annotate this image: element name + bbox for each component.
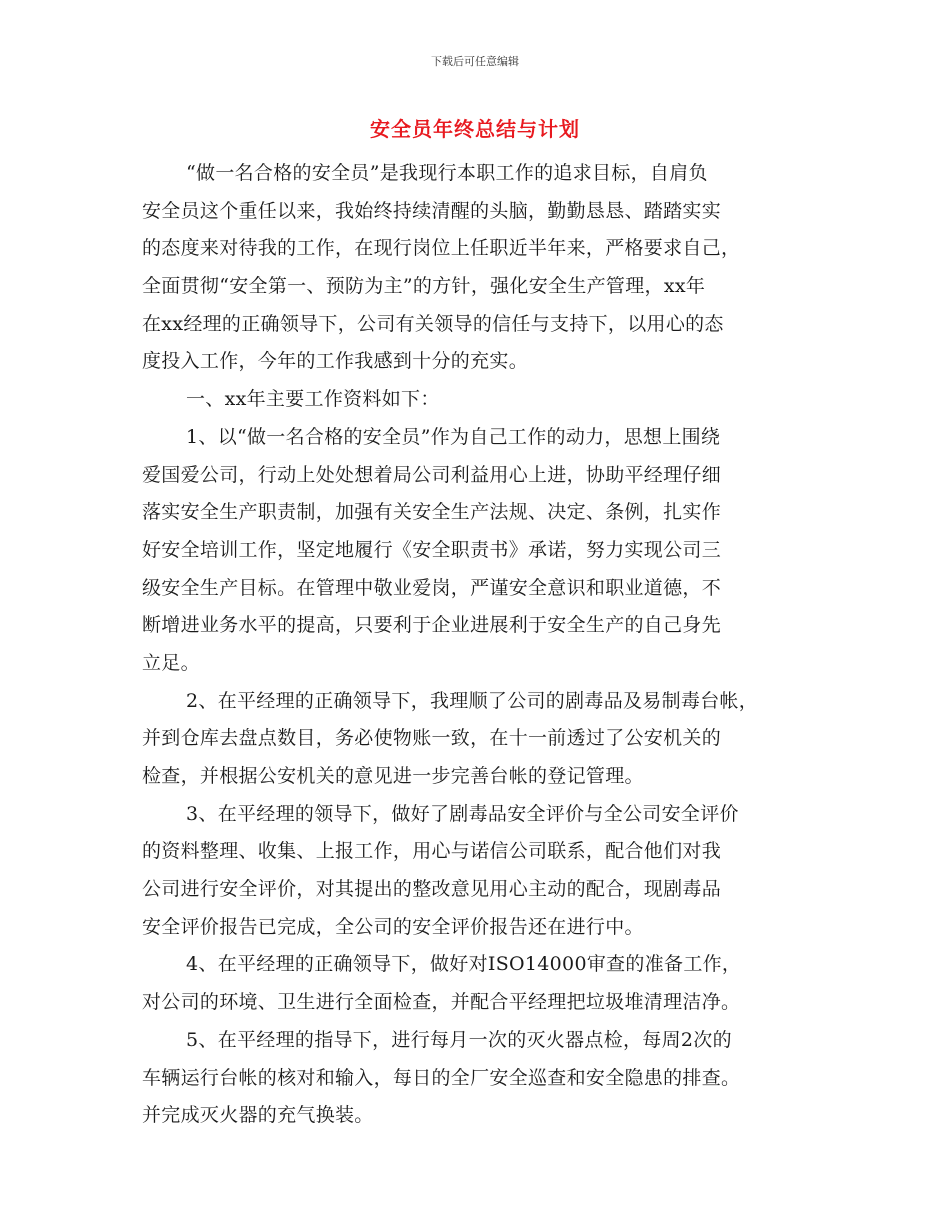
text-line: 并完成灭火器的充气换装。 [142,1104,374,1127]
text-line: 全面贯彻“安全第一、预防为主”的方针，强化安全生产管理，xx年 [142,275,706,298]
document-body [142,155,810,1135]
text-line: 检查，并根据公安机关的意见进一步完善台帐的登记管理。 [142,765,644,787]
text-line: 的态度来对待我的工作，在现行岗位上任职近半年来，严格要求自己， [142,237,741,260]
text-line: 公司进行安全评价，对其提出的整改意见用心主动的配合，现剧毒品 [142,878,722,901]
document-title: 安全员年终总结与计划 [370,117,580,141]
text-line: 好安全培训工作，坚定地履行《安全职责书》承诺，努力实现公司三 [142,538,722,561]
paragraph-item-4 [142,946,810,1021]
text-line: 3、在平经理的领导下，做好了剧毒品安全评价与全公司安全评价 [186,802,739,825]
text-line: 安全员这个重任以来，我始终持续清醒的头脑，勤勤恳恳、踏踏实实 [142,199,722,222]
header-note: 下载后可任意编辑 [431,55,519,68]
text-line: “做一名合格的安全员”是我现行本职工作的追求目标，自肩负 [186,162,708,184]
paragraph-intro [142,155,810,381]
text-line: 1、以“做一名合格的安全员”作为自己工作的动力，思想上围绕 [186,425,721,448]
text-line: 立足。 [142,651,200,674]
text-line: 2、在平经理的正确领导下，我理顺了公司的剧毒品及易制毒台帐， [186,689,759,712]
text-line: 在xx经理的正确领导下，公司有关领导的信任与支持下，以用心的态 [142,312,724,335]
text-line: 落实安全生产职责制，加强有关安全生产法规、决定、条例，扎实作 [142,501,722,524]
paragraph-item-5 [142,1022,810,1135]
text-line: 一、xx年主要工作资料如下： [186,388,440,411]
paragraph-item-1 [142,419,810,683]
text-line: 度投入工作，今年的工作我感到十分的充实。 [142,350,529,373]
paragraph-item-2 [142,683,810,796]
text-line: 并到仓库去盘点数目，务必使物账一致，在十一前透过了公安机关的 [142,727,722,750]
text-line: 车辆运行台帐的核对和输入，每日的全厂安全巡查和安全隐患的排查。 [142,1066,741,1089]
text-line: 的资料整理、收集、上报工作，用心与诺信公司联系，配合他们对我 [142,840,722,863]
paragraph-item-3 [142,796,810,947]
text-line: 5、在平经理的指导下，进行每月一次的灭火器点检，每周2次的 [186,1028,732,1051]
text-line: 对公司的环境、卫生进行全面检查，并配合平经理把垃圾堆清理洁净。 [142,991,741,1014]
text-line: 断增进业务水平的提高，只要利于企业进展利于安全生产的自己身先 [142,614,722,637]
text-line: 4、在平经理的正确领导下，做好对ISO14000审查的准备工作， [186,953,742,976]
text-line: 爱国爱公司，行动上处处想着局公司利益用心上进，协助平经理仔细 [142,463,722,486]
section-heading [142,381,810,419]
text-line: 安全评价报告已完成，全公司的安全评价报告还在进行中。 [142,915,644,938]
text-line: 级安全生产目标。在管理中敬业爱岗，严谨安全意识和职业道德，不 [142,576,722,599]
